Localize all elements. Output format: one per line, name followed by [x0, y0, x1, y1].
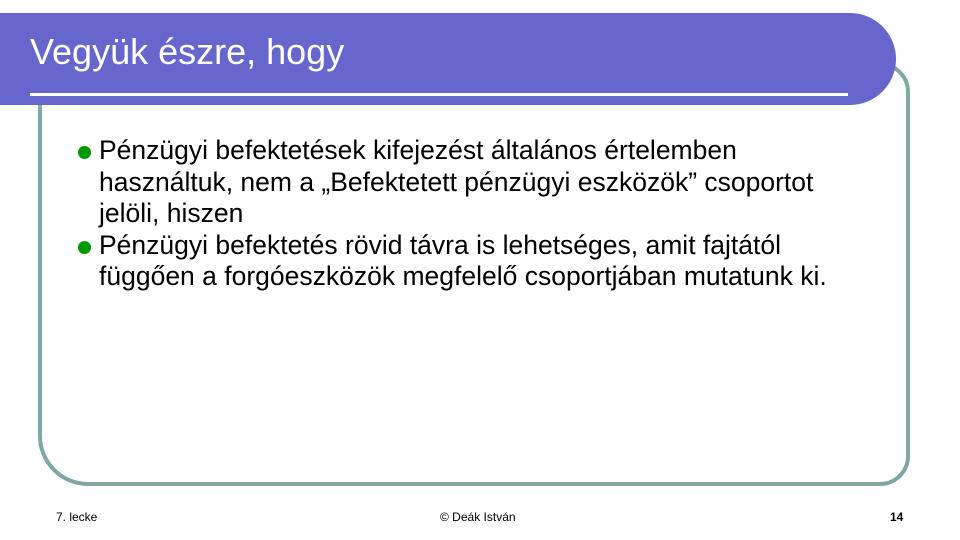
title-underline	[30, 93, 848, 96]
bullet-item	[76, 230, 876, 293]
bullet-text: Pénzügyi befektetések kifejezést általános értelemben használtuk, nem a „Befektetett pénzügyi eszközök” csoportot jelöli, hiszen	[99, 135, 814, 228]
bullet-list	[76, 135, 876, 293]
bullet-item	[76, 135, 876, 230]
bullet-dot-icon	[78, 146, 91, 159]
bullet-dot-icon	[78, 241, 91, 254]
bullet-text: Pénzügyi befektetés rövid távra is lehetséges, amit fajtától függően a forgóeszközök megfelelő csoportjában mutatunk ki.	[99, 229, 827, 291]
footer-lecture: 7. lecke	[56, 510, 98, 524]
footer-page-number: 14	[890, 510, 904, 524]
slide-title: Vegyük észre, hogy	[30, 31, 345, 72]
footer-copyright: © Deák István	[440, 510, 516, 524]
